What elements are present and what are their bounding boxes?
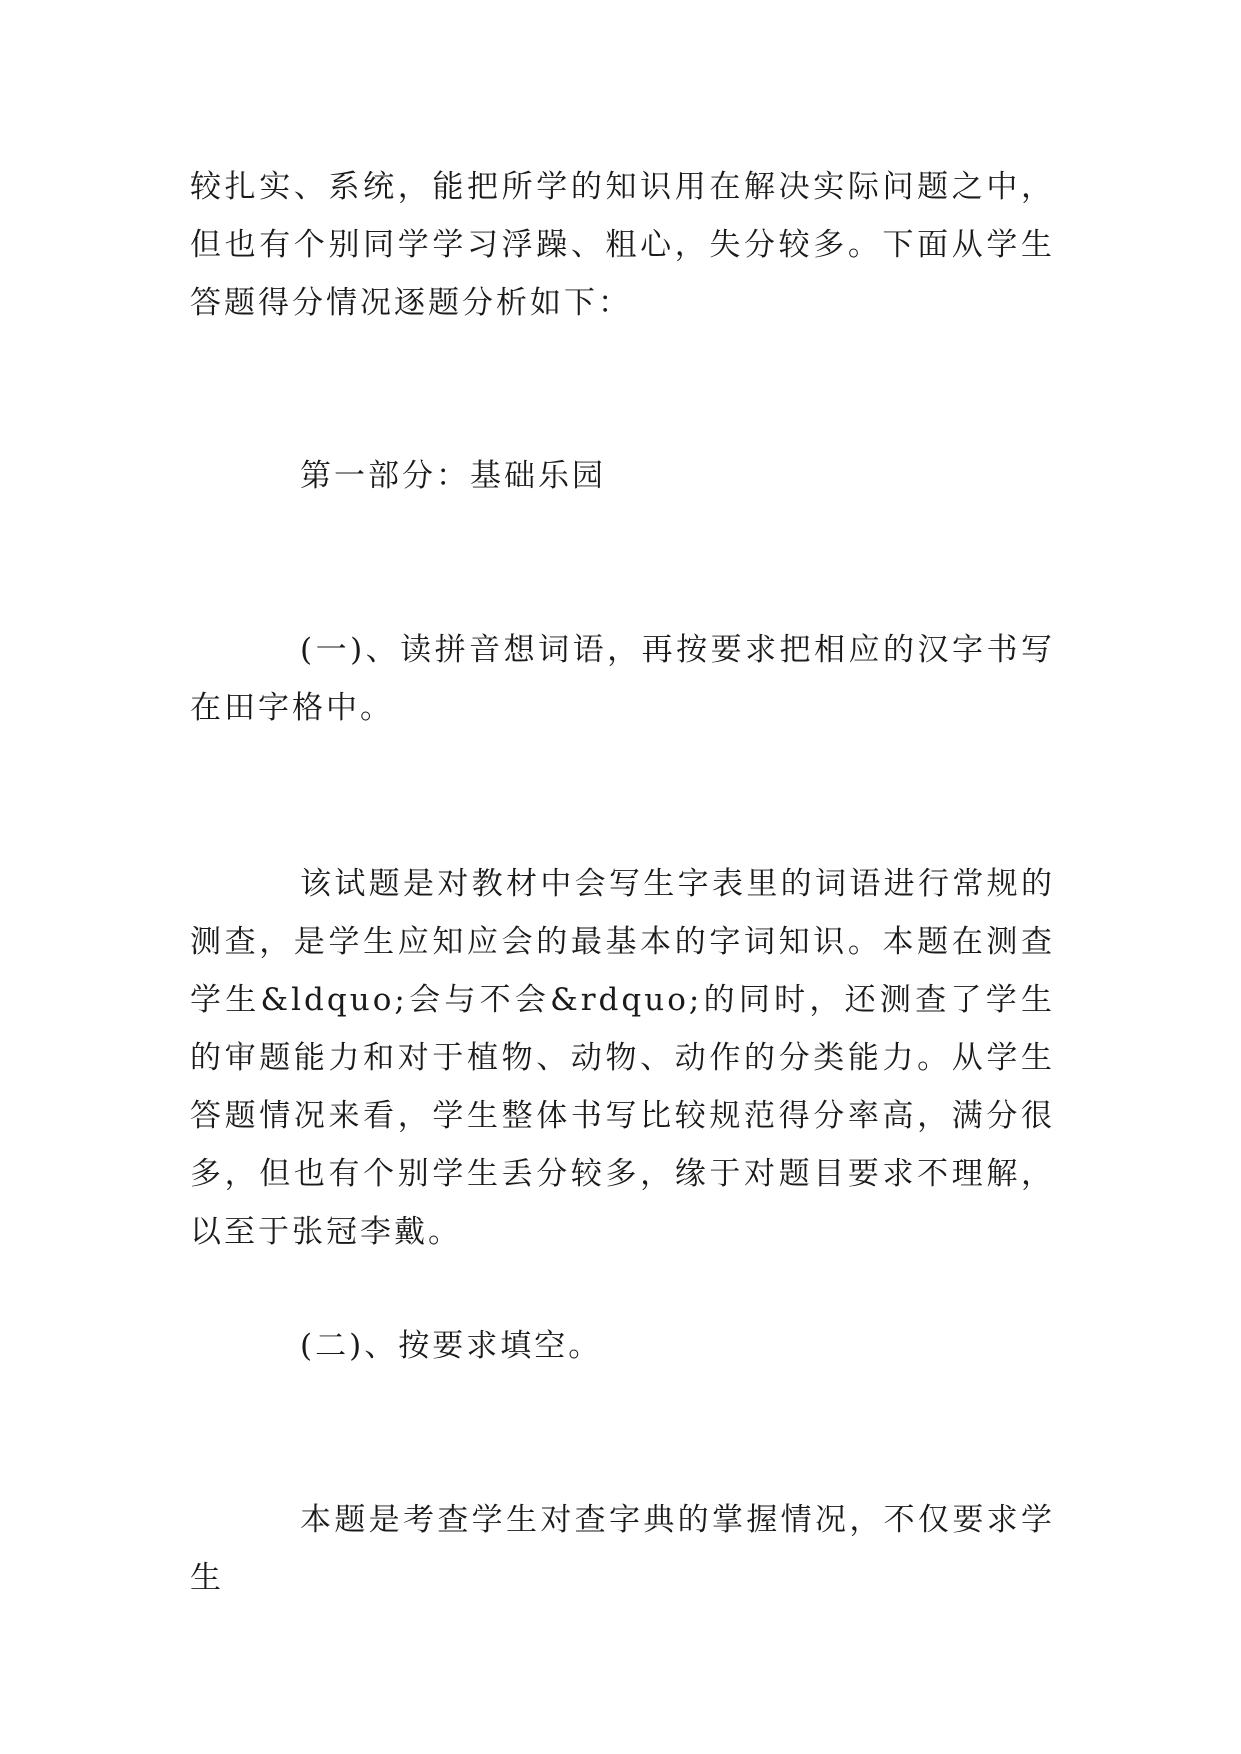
- paragraph-continuation: 较扎实、系统，能把所学的知识用在解决实际问题之中，但也有个别同学学习浮躁、粗心，失分较多。下面从学生答题得分情况逐题分析如下：: [190, 169, 1055, 321]
- question-heading-two: (二)、按要求填空。: [300, 1328, 603, 1364]
- question-heading-one: (一)、读拼音想词语，再按要求把相应的汉字书写在田字格中。: [190, 632, 1055, 726]
- analysis-paragraph-one: 该试题是对教材中会写生字表里的词语进行常规的测查，是学生应知应会的最基本的字词知识。本题在测查学生&ldquo;会与不会&rdquo;的同时，还测查了学生的审题能力和对于植物、动物、动作的分类能力。从学生答题情况来看，学生整体书写比较规范得分率高，满分很多，但也有个别学生丢分较多，缘于对题目要求不理解，以至于张冠李戴。: [190, 866, 1055, 1250]
- analysis-paragraph-two: 本题是考查学生对查字典的掌握情况，不仅要求学生: [190, 1502, 1055, 1596]
- section-heading-part-one: 第一部分：基础乐园: [300, 458, 606, 494]
